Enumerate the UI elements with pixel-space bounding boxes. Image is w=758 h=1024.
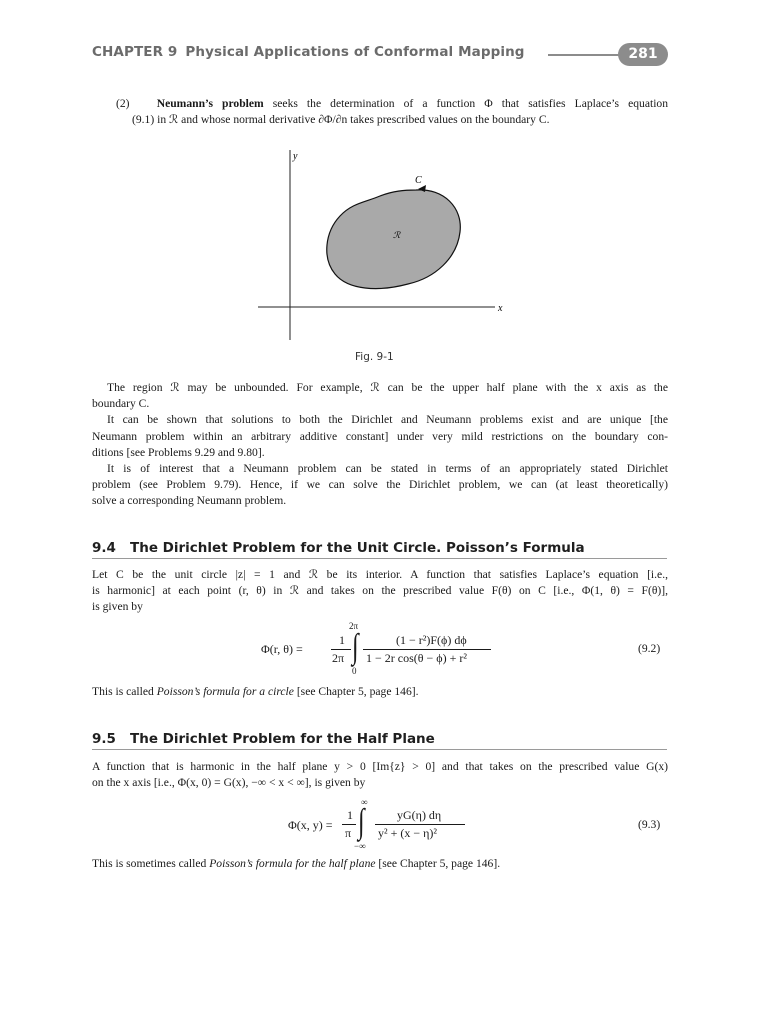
eq-9-2-lhs: Φ(r, θ) = — [261, 642, 303, 656]
eq-9-3-numerator: yG(η) dη — [397, 808, 442, 822]
neumann-item — [116, 96, 668, 128]
x-axis-label: x — [498, 303, 503, 314]
region-label: ℛ — [393, 230, 401, 240]
integral-sign-icon: ∫ — [352, 628, 359, 667]
eq-9-2-coef-num: 1 — [339, 633, 345, 647]
eq-9-2-lower-limit: 0 — [352, 666, 357, 676]
chapter-title: Physical Applications of Conformal Mapping — [185, 44, 525, 60]
boundary-label: C — [415, 175, 422, 186]
s94-line1: Let C be the unit circle |z| = 1 and ℛ be its interior. A function that satisfies Laplace’s equation [i.e., — [92, 568, 668, 581]
eq-9-2-denominator: 1 − 2r cos(θ − ϕ) + r² — [366, 651, 467, 665]
s94-line3: is given by — [92, 600, 143, 614]
eq-9-2-coef-den: 2π — [332, 651, 345, 665]
eq-9-3-lower-limit: −∞ — [354, 841, 366, 851]
p1-line2: boundary C. — [92, 397, 150, 411]
p3-line2: problem (see Problem 9.79). Hence, if we can solve the Dirichlet problem, we can (at least theoretically) — [92, 478, 668, 492]
s94-after-italic: Poisson’s formula for a circle — [156, 685, 294, 698]
p3-line1: It is of interest that a Neumann problem can be stated in terms of an appropriately stated Dirichlet — [107, 462, 668, 476]
p2-line1: It can be shown that solutions to both the Dirichlet and Neumann problems exist and are unique [the — [107, 413, 668, 427]
s95-line1: A function that is harmonic in the half plane y > 0 [Im{z} > 0] and that takes on the prescribed value G(x) — [92, 760, 668, 773]
s94-line2: is harmonic] at each point (r, θ) in ℛ and takes on the prescribed value F(θ) on C [i.e., Φ(1, θ) = F(θ)], — [92, 584, 668, 598]
eq-9-3-coef-den: π — [345, 826, 352, 840]
s95-after-suffix: [see Chapter 5, page 146]. — [375, 857, 501, 870]
section-9-5-after — [92, 856, 668, 872]
s95-after-prefix: This is sometimes called — [92, 857, 210, 870]
p3-line3: solve a corresponding Neumann problem. — [92, 494, 287, 508]
eq-9-3-fraction-bar — [375, 824, 465, 825]
p2-line2: Neumann problem within an arbitrary additive constant] under very mild restrictions on the boundary con- — [92, 429, 668, 443]
section-9-4-after — [92, 684, 668, 700]
running-head — [92, 44, 525, 60]
eq-9-3-number: (9.3) — [638, 818, 661, 831]
section-9-4-intro — [92, 567, 668, 616]
page-number-badge: 281 — [618, 43, 668, 66]
section-9-5-intro — [92, 759, 668, 791]
eq-9-2-numerator: (1 − r²)F(ϕ) dϕ — [396, 633, 467, 647]
neumann-term: Neumann’s problem — [156, 97, 264, 110]
neumann-line2: (9.1) in ℛ and whose normal derivative ∂Φ/∂n takes prescribed values on the boundary C. — [132, 113, 550, 127]
s95-line2: on the x axis [i.e., Φ(x, 0) = G(x), −∞ < x < ∞], is given by — [92, 776, 366, 790]
eq-9-3-denominator: y² + (x − η)² — [378, 826, 437, 840]
section-number: 9.5 — [92, 731, 116, 747]
p1-line1: The region ℛ may be unbounded. For example, ℛ can be the upper half plane with the x axis as the — [107, 381, 668, 394]
eq-9-3-coef-bar — [342, 824, 356, 825]
figure-9-1 — [240, 150, 510, 350]
eq-9-2-number: (9.2) — [638, 642, 661, 655]
p2-line3: ditions [see Problems 9.29 and 9.80]. — [92, 445, 265, 459]
eq-9-2-fraction-bar — [363, 649, 491, 650]
body-paragraphs — [92, 380, 668, 510]
figure-caption: Fig. 9-1 — [355, 351, 394, 363]
section-title: The Dirichlet Problem for the Half Plane — [130, 731, 435, 747]
s94-after-suffix: [see Chapter 5, page 146]. — [293, 685, 419, 698]
eq-9-3-upper-limit: ∞ — [361, 797, 368, 807]
section-heading-9-5 — [92, 731, 667, 750]
s95-after-italic: Poisson’s formula for the half plane — [209, 857, 376, 870]
item-label: (2) — [116, 97, 130, 110]
y-axis-label: y — [293, 151, 298, 162]
section-number: 9.4 — [92, 540, 116, 556]
chapter-label: CHAPTER 9 — [92, 44, 178, 60]
section-heading-9-4 — [92, 540, 667, 559]
eq-9-2-upper-limit: 2π — [349, 621, 359, 631]
eq-9-3-coef-num: 1 — [347, 808, 353, 822]
integral-sign-icon: ∫ — [358, 803, 365, 842]
section-title: The Dirichlet Problem for the Unit Circle. Poisson’s Formula — [130, 540, 585, 556]
neumann-line1: seeks the determination of a function Φ that satisfies Laplace’s equation — [272, 97, 669, 110]
eq-9-2-coef-bar — [331, 649, 351, 650]
s94-after-prefix: This is called — [92, 685, 157, 698]
eq-9-3-lhs: Φ(x, y) = — [288, 818, 333, 832]
